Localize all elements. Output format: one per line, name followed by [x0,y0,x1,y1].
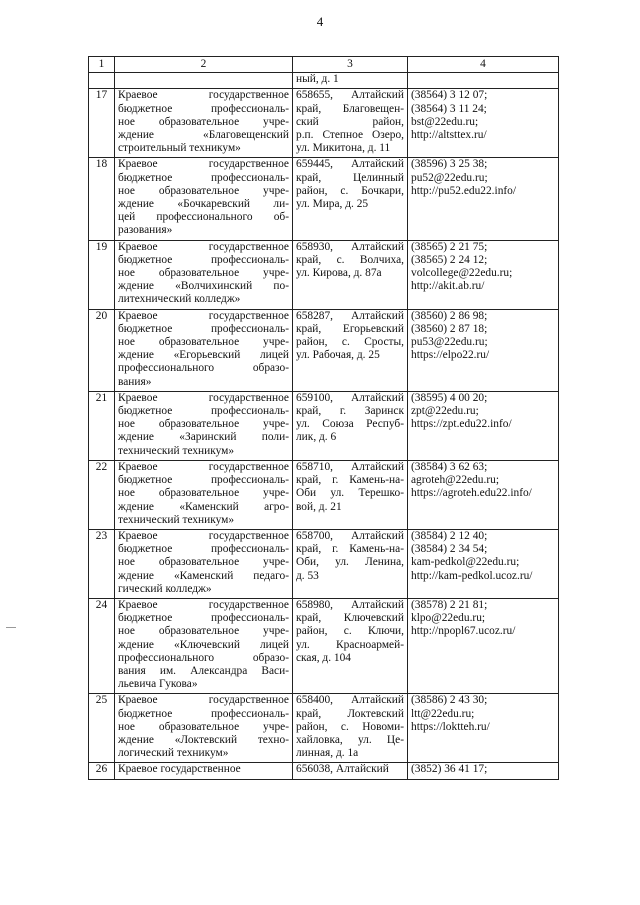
contact-line: bst@22edu.ru; [411,115,479,128]
name-line: бюджетное профессиональ- [118,612,289,625]
name-line: бюджетное профессиональ- [118,322,289,335]
continuation-address [293,73,408,89]
address-line: Оби ул. Терешко- [296,487,404,500]
continuation-contacts [408,73,559,89]
address-line: 659445, Алтайский [296,158,404,171]
contact-line: (38560) 2 87 18; [411,322,488,335]
institution-name [115,240,293,309]
institution-contacts [408,460,559,529]
institution-contacts [408,694,559,763]
name-line: цей профессионального об- [118,211,289,224]
contact-line: http://akit.ab.ru/ [411,280,485,293]
name-line: ное образовательное учре- [118,487,289,500]
contact-line: klpo@22edu.ru; [411,612,486,625]
name-line: Краевое государственное [118,89,289,102]
institution-contacts [408,529,559,598]
name-line: Краевое государственное [118,391,289,404]
address-line: ул. Союза Респуб- [296,418,404,431]
row-number: 20 [89,309,115,391]
name-line: бюджетное профессиональ- [118,707,289,720]
address-line: край, Целинный [296,171,404,184]
address-line: Оби, ул. Ленина, [296,556,404,569]
name-line: ное образовательное учре- [118,720,289,733]
name-line: профессионального образо- [118,362,289,375]
name-line: Краевое государственное [118,240,289,253]
address-line: д. 53 [296,569,319,582]
table-row [89,763,559,779]
name-line: ждение «Бочкаревский ли- [118,198,289,211]
contact-line: (38578) 2 21 81; [411,598,488,611]
institution-name [115,89,293,158]
name-line: строительный техникум» [118,142,241,155]
header-col-1: 1 [89,57,115,73]
contact-line: http://npopl67.ucoz.ru/ [411,625,516,638]
institution-address [293,460,408,529]
name-line: бюджетное профессиональ- [118,405,289,418]
name-line: ждение «Егорьевский лицей [118,349,289,362]
contact-line: (38586) 2 43 30; [411,694,488,707]
contact-line: (38596) 3 25 38; [411,158,488,171]
address-line: край, г. Камень-на- [296,543,404,556]
address-line: линная, д. 1а [296,747,359,760]
institution-name [115,309,293,391]
address-line: район, с. Новоми- [296,720,404,733]
institution-address [293,529,408,598]
address-line: 658400, Алтайский [296,694,404,707]
name-line: литехнический колледж» [118,293,241,306]
table-row [89,309,559,391]
institution-address [293,309,408,391]
continuation-row [89,73,559,89]
continuation-name [115,73,293,89]
address-line: ул. Красноармей- [296,638,404,651]
address-line: край, Благовещен- [296,102,404,115]
name-line: вания им. Александра Васи- [118,664,289,677]
header-col-3: 3 [293,57,408,73]
address-line: 658655, Алтайский [296,89,404,102]
institution-address [293,240,408,309]
address-line: ул. Кирова, д. 87а [296,267,382,280]
contact-line: (3852) 36 41 17; [411,763,488,776]
institution-name [115,529,293,598]
contact-line: https://zpt.edu22.info/ [411,418,512,431]
address-line: 658710, Алтайский [296,460,404,473]
name-line: Краевое государственное [118,460,289,473]
table-row [89,240,559,309]
institution-name [115,391,293,460]
name-line: разования» [118,224,173,237]
row-number: 22 [89,460,115,529]
header-col-2: 2 [115,57,293,73]
institution-name [115,763,293,779]
institution-address [293,391,408,460]
name-line: ное образовательное учре- [118,267,289,280]
name-line: ждение «Волчихинский по- [118,280,289,293]
institution-address [293,158,408,240]
table-row [89,89,559,158]
name-line: бюджетное профессиональ- [118,171,289,184]
name-line: льевича Гукова» [118,678,198,691]
contact-line: http://altsttex.ru/ [411,129,487,142]
name-line: ное образовательное учре- [118,336,289,349]
name-line: ждение «Каменский агро- [118,500,289,513]
contact-line: (38595) 4 00 20; [411,391,488,404]
name-line: Краевое государственное [118,694,289,707]
address-line: край, г. Заринск [296,405,404,418]
address-line: район, с. Сросты, [296,336,404,349]
name-line: профессионального образо- [118,651,289,664]
address-line: вой, д. 21 [296,500,342,513]
name-line: ное образовательное учре- [118,418,289,431]
name-line: ждение «Каменский педаго- [118,569,289,582]
institution-address [293,598,408,693]
institution-contacts [408,763,559,779]
institution-address [293,763,408,779]
name-line: бюджетное профессиональ- [118,543,289,556]
address-line: ул. Рабочая, д. 25 [296,349,380,362]
contact-line: pu52@22edu.ru; [411,171,488,184]
contact-line: (38564) 3 11 24; [411,102,487,115]
name-line: ное образовательное учре- [118,184,289,197]
address-line: 658980, Алтайский [296,598,404,611]
name-line: технический техникум» [118,513,235,526]
contact-line: https://loktteh.ru/ [411,720,490,733]
table-row [89,529,559,598]
institutions-table [88,56,559,780]
contact-line: (38564) 3 12 07; [411,89,488,102]
contact-line: https://agroteh.edu22.info/ [411,487,532,500]
contact-line: http://kam-pedkol.ucoz.ru/ [411,569,533,582]
address-line: ул. Мира, д. 25 [296,198,369,211]
name-line: бюджетное профессиональ- [118,102,289,115]
contact-line: (38584) 2 12 40; [411,529,488,542]
address-line: 658700, Алтайский [296,529,404,542]
contact-line: volcollege@22edu.ru; [411,267,513,280]
name-line: гический колледж» [118,582,212,595]
institution-contacts [408,158,559,240]
institution-name [115,598,293,693]
address-line: ный, д. 1 [296,73,339,86]
address-line: р.п. Степное Озеро, [296,129,404,142]
name-line: Краевое государственное [118,529,289,542]
contact-line: ltt@22edu.ru; [411,707,475,720]
table-row [89,694,559,763]
contact-line: zpt@22edu.ru; [411,405,479,418]
table-row [89,391,559,460]
name-line: Краевое государственное [118,598,289,611]
header-col-4: 4 [408,57,559,73]
name-line: ное образовательное учре- [118,115,289,128]
header-row [89,57,559,73]
address-line: край, г. Камень-на- [296,474,404,487]
row-number: 24 [89,598,115,693]
continuation-num [89,73,115,89]
contact-line: http://pu52.edu22.info/ [411,184,517,197]
row-number: 26 [89,763,115,779]
address-line: 658287, Алтайский [296,309,404,322]
name-line: Краевое государственное [118,763,241,776]
address-line: край, Егорьевский [296,322,404,335]
name-line: ждение «Благовещенский [118,129,289,142]
institution-contacts [408,309,559,391]
contact-line: kam-pedkol@22edu.ru; [411,556,520,569]
table-row [89,598,559,693]
name-line: вания» [118,375,152,388]
institution-address [293,89,408,158]
institution-address [293,694,408,763]
margin-mark [6,627,16,628]
address-line: ул. Микитона, д. 11 [296,142,391,155]
row-number: 21 [89,391,115,460]
address-line: район, с. Бочкари, [296,184,404,197]
institution-name [115,694,293,763]
table-row [89,158,559,240]
contact-line: https://elpo22.ru/ [411,349,490,362]
name-line: ное образовательное учре- [118,625,289,638]
address-line: ский район, [296,115,404,128]
contact-line: (38560) 2 86 98; [411,309,488,322]
table-body [89,73,559,779]
contact-line: (38565) 2 24 12; [411,253,488,266]
row-number: 19 [89,240,115,309]
name-line: ждение «Заринский поли- [118,431,289,444]
name-line: технический техникум» [118,444,235,457]
address-line: 659100, Алтайский [296,391,404,404]
page-number: 4 [316,14,324,29]
name-line: ждение «Локтевский техно- [118,733,289,746]
contact-line: agroteh@22edu.ru; [411,474,499,487]
contact-line: pu53@22edu.ru; [411,336,488,349]
row-number: 18 [89,158,115,240]
institution-name [115,460,293,529]
address-line: край, Локтевский [296,707,404,720]
institution-contacts [408,240,559,309]
table-header [89,57,559,73]
contact-line: (38584) 2 34 54; [411,543,488,556]
contact-line: (38565) 2 21 75; [411,240,488,253]
institution-contacts [408,391,559,460]
address-line: район, с. Ключи, [296,625,404,638]
address-line: хайловка, ул. Це- [296,733,404,746]
row-number: 23 [89,529,115,598]
institution-contacts [408,598,559,693]
institution-name [115,158,293,240]
address-line: край, Ключевский [296,612,404,625]
name-line: Краевое государственное [118,309,289,322]
contact-line: (38584) 3 62 63; [411,460,488,473]
name-line: бюджетное профессиональ- [118,474,289,487]
address-line: 656038, Алтайский [296,763,389,776]
address-line: лик, д. 6 [296,431,337,444]
row-number: 25 [89,694,115,763]
institution-contacts [408,89,559,158]
row-number: 17 [89,89,115,158]
table-row [89,460,559,529]
address-line: край, с. Волчиха, [296,253,404,266]
name-line: ное образовательное учре- [118,556,289,569]
name-line: ждение «Ключевский лицей [118,638,289,651]
name-line: бюджетное профессиональ- [118,253,289,266]
name-line: Краевое государственное [118,158,289,171]
address-line: 658930, Алтайский [296,240,404,253]
address-line: ская, д. 104 [296,651,351,664]
name-line: логический техникум» [118,747,229,760]
